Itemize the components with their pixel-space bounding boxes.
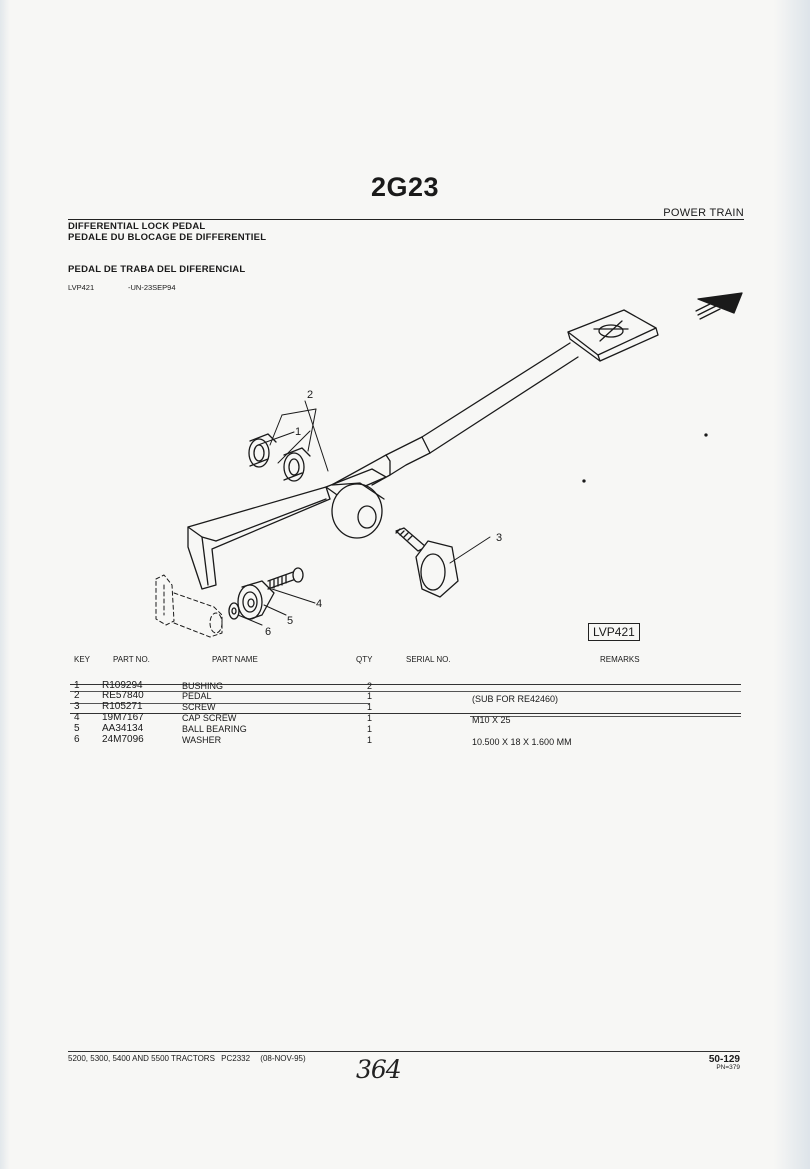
row-part-name: BUSHING bbox=[182, 681, 224, 691]
row-part-no: 24M7096 bbox=[102, 734, 144, 745]
column-header-part-no: PART NO. bbox=[113, 655, 150, 664]
callout-number-5: 5 bbox=[287, 615, 294, 627]
footer-models bbox=[68, 1054, 306, 1063]
row-qty: 1 bbox=[367, 724, 373, 734]
column-header-key: KEY bbox=[74, 655, 91, 664]
column-header-qty: QTY bbox=[356, 655, 373, 664]
exploded-parts-figure bbox=[150, 285, 750, 655]
table-row bbox=[70, 681, 750, 691]
row-part-no: 19M7167 bbox=[102, 712, 144, 723]
row-remarks: (SUB FOR RE42460) bbox=[472, 694, 559, 704]
footer-catalog: PC2332 bbox=[221, 1054, 251, 1063]
illustration-id: LVP421 bbox=[68, 283, 95, 292]
column-header-part-name: PART NAME bbox=[212, 655, 258, 664]
row-part-name: PEDAL bbox=[182, 691, 212, 701]
callout-number-2: 2 bbox=[307, 389, 314, 401]
table-row bbox=[70, 724, 750, 734]
row-qty: 1 bbox=[367, 735, 373, 745]
row-part-no: R105271 bbox=[102, 701, 143, 712]
table-row bbox=[70, 735, 750, 745]
row-part-no: RE57840 bbox=[102, 690, 144, 701]
row-key: 6 bbox=[74, 734, 80, 745]
header-rule bbox=[68, 219, 744, 220]
row-key: 5 bbox=[74, 723, 80, 734]
title-spanish: PEDAL DE TRABA DEL DIFERENCIAL bbox=[68, 264, 246, 275]
row-part-name: SCREW bbox=[182, 702, 216, 712]
pedal-arm bbox=[328, 343, 578, 487]
table-row bbox=[70, 702, 750, 712]
row-qty: 1 bbox=[367, 691, 373, 701]
row-part-name: WASHER bbox=[182, 735, 222, 745]
scan-edge-right bbox=[774, 0, 810, 1169]
row-key: 2 bbox=[74, 690, 80, 701]
section-code: 2G23 bbox=[370, 172, 440, 202]
callout-number-4: 4 bbox=[316, 598, 323, 610]
screw-part bbox=[396, 528, 490, 597]
front-direction-arrow-icon bbox=[696, 293, 742, 319]
callout-number-3: 3 bbox=[496, 532, 503, 544]
pedal-pivot-hub bbox=[326, 469, 386, 538]
figure-label: LVP421 bbox=[588, 623, 640, 641]
illustration-date: -UN-23SEP94 bbox=[128, 283, 176, 292]
row-key: 3 bbox=[74, 701, 80, 712]
footer-models-text: 5200, 5300, 5400 AND 5500 TRACTORS bbox=[68, 1054, 215, 1063]
column-header-remarks: REMARKS bbox=[600, 655, 640, 664]
handwritten-page-note: 364 bbox=[356, 1055, 401, 1084]
table-row bbox=[70, 713, 750, 723]
row-key: 1 bbox=[74, 680, 80, 691]
callout-number-6: 6 bbox=[265, 626, 272, 638]
table-row bbox=[70, 690, 750, 704]
footer-rule bbox=[68, 1051, 740, 1052]
group-name: POWER TRAIN bbox=[663, 207, 744, 219]
row-qty: 1 bbox=[367, 702, 373, 712]
row-remarks: M10 X 25 bbox=[472, 715, 511, 725]
title-french: PEDALE DU BLOCAGE DE DIFFERENTIEL bbox=[68, 232, 267, 243]
scan-edge-left bbox=[0, 0, 10, 1169]
callout-number-1: 1 bbox=[295, 426, 302, 438]
row-part-name: CAP SCREW bbox=[182, 713, 237, 723]
ball-bearing-part bbox=[238, 581, 286, 619]
row-part-no: R109294 bbox=[102, 680, 143, 691]
column-header-serial-no: SERIAL NO. bbox=[406, 655, 451, 664]
pedal-lower-lever bbox=[188, 487, 330, 589]
pn-number: PN=379 bbox=[716, 1064, 740, 1071]
footer-date: (08-NOV-95) bbox=[260, 1054, 306, 1063]
cap-screw-part bbox=[268, 568, 315, 603]
row-part-no: AA34134 bbox=[102, 723, 144, 734]
row-part-name: BALL BEARING bbox=[182, 724, 247, 734]
row-qty: 1 bbox=[367, 713, 373, 723]
bushing-parts bbox=[249, 434, 310, 481]
row-qty: 2 bbox=[367, 681, 373, 691]
title-english: DIFFERENTIAL LOCK PEDAL bbox=[68, 221, 206, 232]
row-key: 4 bbox=[74, 712, 80, 723]
pedal-foot-pad bbox=[568, 310, 658, 361]
row-remarks: 10.500 X 18 X 1.600 MM bbox=[472, 737, 572, 747]
page-number: 50-129 bbox=[708, 1054, 740, 1065]
